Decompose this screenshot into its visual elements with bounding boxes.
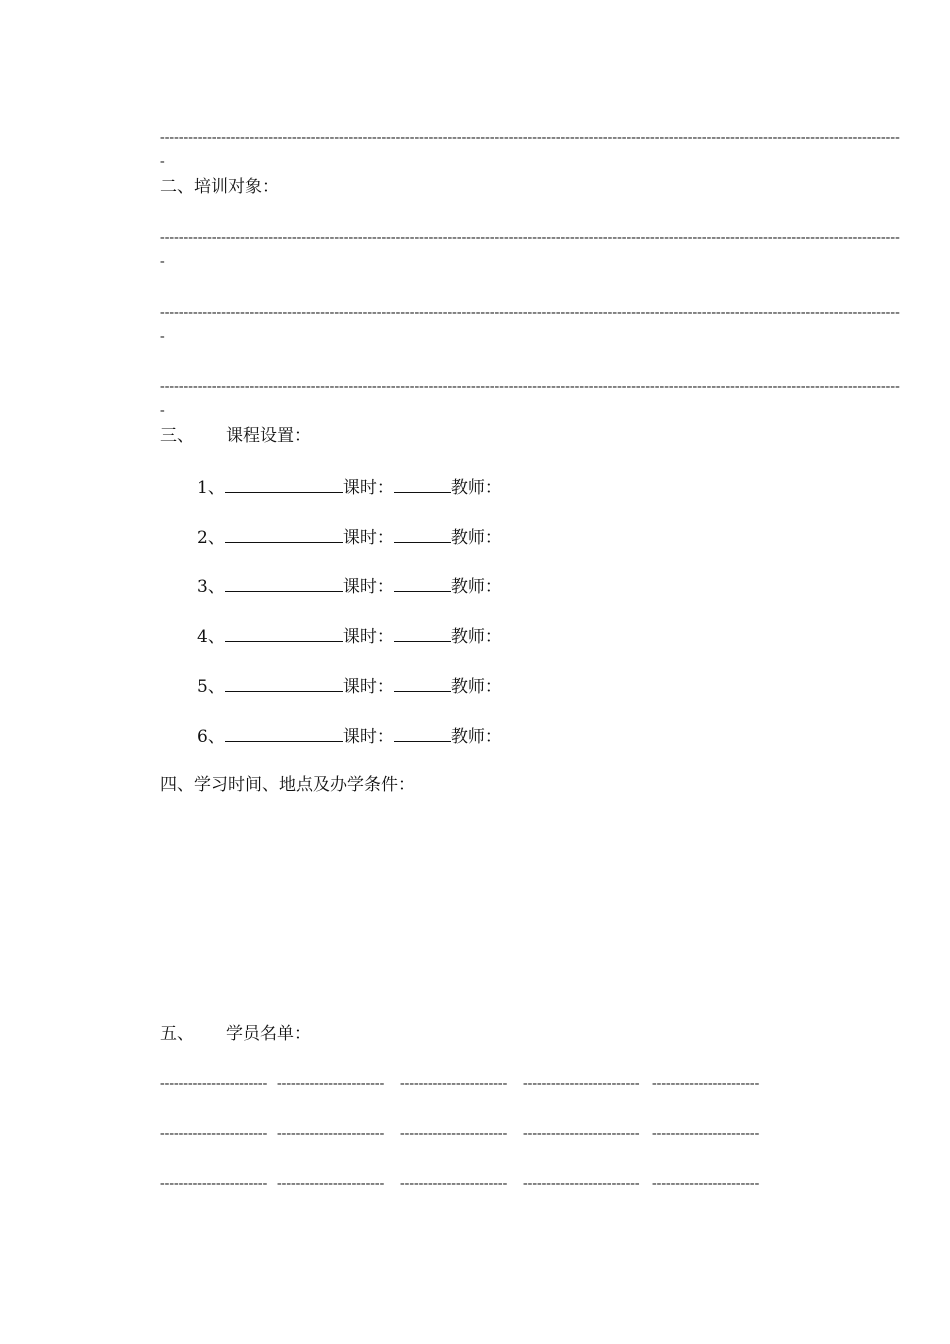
section-3-title: 课程设置： bbox=[226, 426, 311, 446]
course-row bbox=[197, 526, 502, 548]
student-name-row bbox=[160, 1124, 780, 1144]
student-name-slot[interactable]: ----------------------- bbox=[160, 1176, 268, 1191]
student-name-slot[interactable]: ----------------------- bbox=[277, 1126, 385, 1141]
course-row bbox=[197, 575, 502, 597]
hours-label: 课时： bbox=[342, 528, 394, 548]
hours-blank[interactable] bbox=[394, 725, 451, 742]
course-row bbox=[197, 625, 502, 647]
dashed-fill-line: ------------------------------------------------------------------------------------------------------------------------------------------------------------- bbox=[160, 379, 900, 394]
hours-label: 课时： bbox=[342, 577, 394, 597]
teacher-label: 教师： bbox=[450, 577, 502, 597]
hours-label: 课时： bbox=[342, 727, 394, 747]
student-name-slot[interactable]: ----------------------- bbox=[652, 1126, 760, 1141]
teacher-label: 教师： bbox=[450, 727, 502, 747]
section-5-title: 学员名单： bbox=[226, 1024, 311, 1044]
course-number: 1、 bbox=[197, 478, 225, 498]
teacher-label: 教师： bbox=[450, 478, 502, 498]
student-name-slot[interactable]: ----------------------- bbox=[277, 1076, 385, 1091]
student-name-slot[interactable]: ----------------------- bbox=[160, 1126, 268, 1141]
course-name-blank[interactable] bbox=[225, 575, 343, 592]
course-number: 4、 bbox=[197, 627, 225, 647]
student-name-slot[interactable]: ----------------------- bbox=[400, 1076, 508, 1091]
hours-label: 课时： bbox=[342, 677, 394, 697]
course-row bbox=[197, 675, 502, 697]
course-number: 6、 bbox=[197, 727, 225, 747]
dashed-fill-line: ------------------------------------------------------------------------------------------------------------------------------------------------------------- bbox=[160, 230, 900, 245]
hours-blank[interactable] bbox=[394, 575, 451, 592]
course-number: 3、 bbox=[197, 577, 225, 597]
section-4-heading: 四、学习时间、地点及办学条件： bbox=[160, 775, 415, 795]
student-name-slot[interactable]: ------------------------- bbox=[523, 1126, 640, 1141]
hours-label: 课时： bbox=[342, 627, 394, 647]
section-3-number: 三、 bbox=[160, 426, 194, 446]
course-name-blank[interactable] bbox=[225, 725, 343, 742]
student-name-slot[interactable]: ----------------------- bbox=[400, 1176, 508, 1191]
student-name-row bbox=[160, 1174, 780, 1194]
student-name-row bbox=[160, 1074, 780, 1094]
dashed-fill-tail: - bbox=[160, 154, 165, 169]
student-name-slot[interactable]: ----------------------- bbox=[652, 1076, 760, 1091]
hours-label: 课时： bbox=[342, 478, 394, 498]
course-name-blank[interactable] bbox=[225, 526, 343, 543]
section-3-heading bbox=[160, 426, 311, 446]
hours-blank[interactable] bbox=[394, 675, 451, 692]
student-name-slot[interactable]: ------------------------- bbox=[523, 1076, 640, 1091]
course-row bbox=[197, 476, 502, 498]
dashed-fill-tail: - bbox=[160, 329, 165, 344]
dashed-fill-line: ------------------------------------------------------------------------------------------------------------------------------------------------------------- bbox=[160, 305, 900, 320]
dashed-fill-tail: - bbox=[160, 254, 165, 269]
course-name-blank[interactable] bbox=[225, 675, 343, 692]
student-name-slot[interactable]: ----------------------- bbox=[652, 1176, 760, 1191]
teacher-label: 教师： bbox=[450, 677, 502, 697]
course-number: 2、 bbox=[197, 528, 225, 548]
course-name-blank[interactable] bbox=[225, 625, 343, 642]
dashed-fill-line: ------------------------------------------------------------------------------------------------------------------------------------------------------------- bbox=[160, 130, 900, 145]
course-row bbox=[197, 725, 502, 747]
teacher-label: 教师： bbox=[450, 528, 502, 548]
hours-blank[interactable] bbox=[394, 625, 451, 642]
section-2-heading: 二、培训对象： bbox=[160, 177, 279, 197]
teacher-label: 教师： bbox=[450, 627, 502, 647]
section-5-number: 五、 bbox=[160, 1024, 194, 1044]
course-name-blank[interactable] bbox=[225, 476, 343, 493]
student-name-slot[interactable]: ------------------------- bbox=[523, 1176, 640, 1191]
student-name-slot[interactable]: ----------------------- bbox=[400, 1126, 508, 1141]
dashed-fill-tail: - bbox=[160, 403, 165, 418]
student-name-slot[interactable]: ----------------------- bbox=[277, 1176, 385, 1191]
section-5-heading bbox=[160, 1024, 311, 1044]
hours-blank[interactable] bbox=[394, 476, 451, 493]
student-name-slot[interactable]: ----------------------- bbox=[160, 1076, 268, 1091]
course-number: 5、 bbox=[197, 677, 225, 697]
hours-blank[interactable] bbox=[394, 526, 451, 543]
